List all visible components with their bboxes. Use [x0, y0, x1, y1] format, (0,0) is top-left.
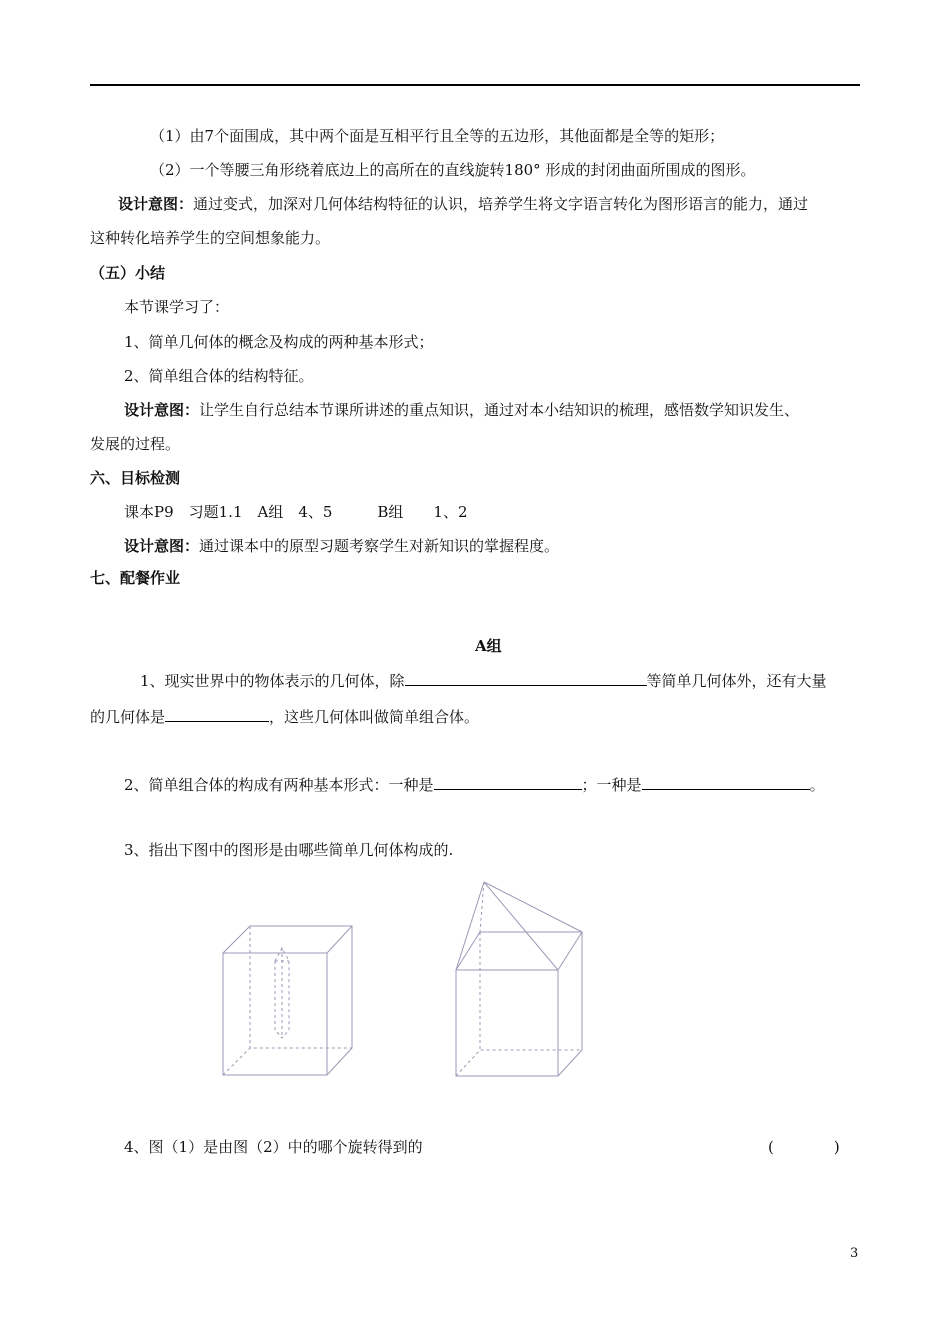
design-label: 设计意图： — [118, 195, 194, 213]
q1-blank-2[interactable] — [165, 705, 269, 722]
q1-text: 的几何体是 — [90, 708, 166, 726]
design-intent-2-cont: 发展的过程。 — [90, 435, 181, 453]
group-a-heading: A组 — [475, 637, 502, 655]
figure-cube-with-prism — [215, 918, 360, 1080]
q2-text: ；一种是 — [581, 776, 642, 794]
design-text: 让学生自行总结本节课所讲述的重点知识，通过对本小结知识的梳理，感悟数学知识发生、 — [199, 401, 800, 419]
summary-item-2: 2、简单组合体的结构特征。 — [124, 367, 314, 385]
design-intent-2 — [124, 400, 799, 420]
design-text: 通过课本中的原型习题考察学生对新知识的掌握程度。 — [199, 537, 560, 555]
header-rule — [90, 84, 860, 86]
design-intent-1 — [118, 194, 808, 214]
q1-text: ，这些几何体叫做简单组合体。 — [269, 708, 480, 726]
q2-text: 2、简单组合体的构成有两种基本形式：一种是 — [124, 776, 434, 794]
exercise-reference: 课本P9 习题1.1 A组 4、5 B组 1、2 — [124, 503, 468, 521]
answer-parentheses[interactable]: ( ) — [768, 1138, 840, 1156]
item-1: （1）由7个面围成，其中两个面是互相平行且全等的五边形，其他面都是全等的矩形； — [150, 127, 725, 145]
question-4: 4、图（1）是由图（2）中的哪个旋转得到的 — [124, 1138, 423, 1156]
section-homework-heading: 七、配餐作业 — [90, 569, 181, 587]
q1-text: 等简单几何体外，还有大量 — [646, 672, 827, 690]
question-2 — [124, 773, 825, 795]
q2-text: 。 — [809, 776, 825, 794]
section-summary-heading: （五）小结 — [90, 264, 166, 282]
q2-blank-1[interactable] — [434, 773, 582, 790]
summary-item-1: 1、简单几何体的概念及构成的两种基本形式； — [124, 333, 434, 351]
design-label: 设计意图： — [124, 401, 200, 419]
summary-intro: 本节课学习了： — [124, 298, 230, 316]
question-3: 3、指出下图中的图形是由哪些简单几何体构成的. — [124, 841, 454, 859]
q1-blank-1[interactable] — [405, 669, 647, 686]
design-label: 设计意图： — [124, 537, 200, 555]
design-text: 通过变式，加深对几何体结构特征的认识，培养学生将文字语言转化为图形语言的能力，通过 — [193, 195, 809, 213]
q1-text: 1、现实世界中的物体表示的几何体，除 — [140, 672, 405, 690]
design-intent-3 — [124, 536, 559, 556]
page-number: 3 — [850, 1246, 859, 1261]
design-intent-1-cont: 这种转化培养学生的空间想象能力。 — [90, 229, 331, 247]
section-target-test-heading: 六、目标检测 — [90, 469, 181, 487]
item-2: （2）一个等腰三角形绕着底边上的高所在的直线旋转180° 形成的封闭曲面所围成的图形。 — [150, 161, 756, 179]
figure-cube-with-pyramid — [450, 878, 590, 1080]
q2-blank-2[interactable] — [642, 773, 810, 790]
question-1 — [140, 669, 827, 691]
question-1-cont — [90, 705, 479, 727]
